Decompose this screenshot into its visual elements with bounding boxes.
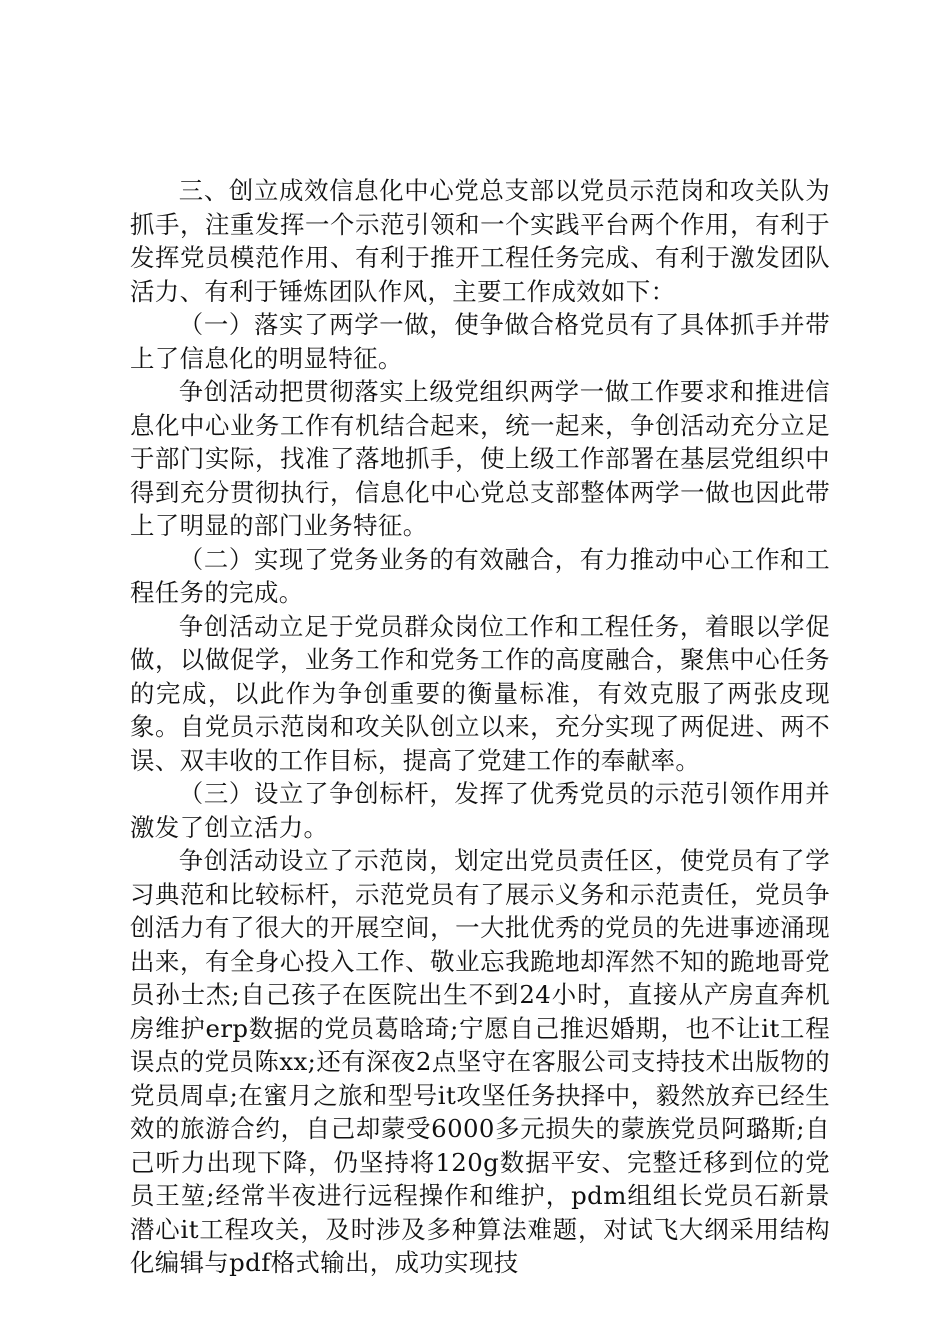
paragraph-point-one: 争创活动把贯彻落实上级党组织两学一做工作要求和推进信息化中心业务工作有机结合起来，统一起来，争创活动充分立足于部门实际，找准了落地抓手，使上级工作部署在基层党组织中得到充分贯彻执行，信息化中心党总支部整体两学一做也因此带上了明显的部门业务特征。	[130, 377, 830, 540]
heading-point-two: （二）实现了党务业务的有效融合，有力推动中心工作和工程任务的完成。	[130, 544, 830, 607]
document-body	[130, 174, 830, 1280]
paragraph-achievements-intro: 三、创立成效信息化中心党总支部以党员示范岗和攻关队为抓手，注重发挥一个示范引领和一个实践平台两个作用，有利于发挥党员模范作用、有利于推开工程任务完成、有利于激发团队活力、有利于锤炼团队作风，主要工作成效如下：	[130, 176, 830, 306]
heading-point-one: （一）落实了两学一做，使争做合格党员有了具体抓手并带上了信息化的明显特征。	[130, 310, 830, 373]
paragraph-point-two: 争创活动立足于党员群众岗位工作和工程任务，着眼以学促做，以做促学，业务工作和党务工作的高度融合，聚焦中心任务的完成，以此作为争创重要的衡量标准，有效克服了两张皮现象。自党员示范岗和攻关队创立以来，充分实现了两促进、两不误、双丰收的工作目标，提高了党建工作的奉献率。	[130, 611, 830, 775]
heading-point-three: （三）设立了争创标杆，发挥了优秀党员的示范引领作用并激发了创立活力。	[130, 779, 830, 842]
paragraph-point-three: 争创活动设立了示范岗，划定出党员责任区，使党员有了学习典范和比较标杆，示范党员有了展示义务和示范责任，党员争创活力有了很大的开展空间，一大批优秀的党员的先进事迹涌现出来，有全身心投入工作、敬业忘我跪地却浑然不知的跪地哥党员孙士杰;自己孩子在医院出生不到24小时，直接从产房直奔机房维护erp数据的党员葛晗琦;宁愿自己推迟婚期，也不让it工程误点的党员陈xx;还有深夜2点坚守在客服公司支持技术出版物的党员周卓;在蜜月之旅和型号it攻坚任务抉择中，毅然放弃已经生效的旅游合约，自己却蒙受6000多元损失的蒙族党员阿璐斯;自己听力出现下降，仍坚持将120g数据平安、完整迁移到位的党员王堃;经常半夜进行远程操作和维护，pdm组组长党员石新景潜心it工程攻关，及时涉及多种算法难题，对试飞大纲采用结构化编辑与pdf格式输出，成功实现技	[130, 846, 830, 1277]
